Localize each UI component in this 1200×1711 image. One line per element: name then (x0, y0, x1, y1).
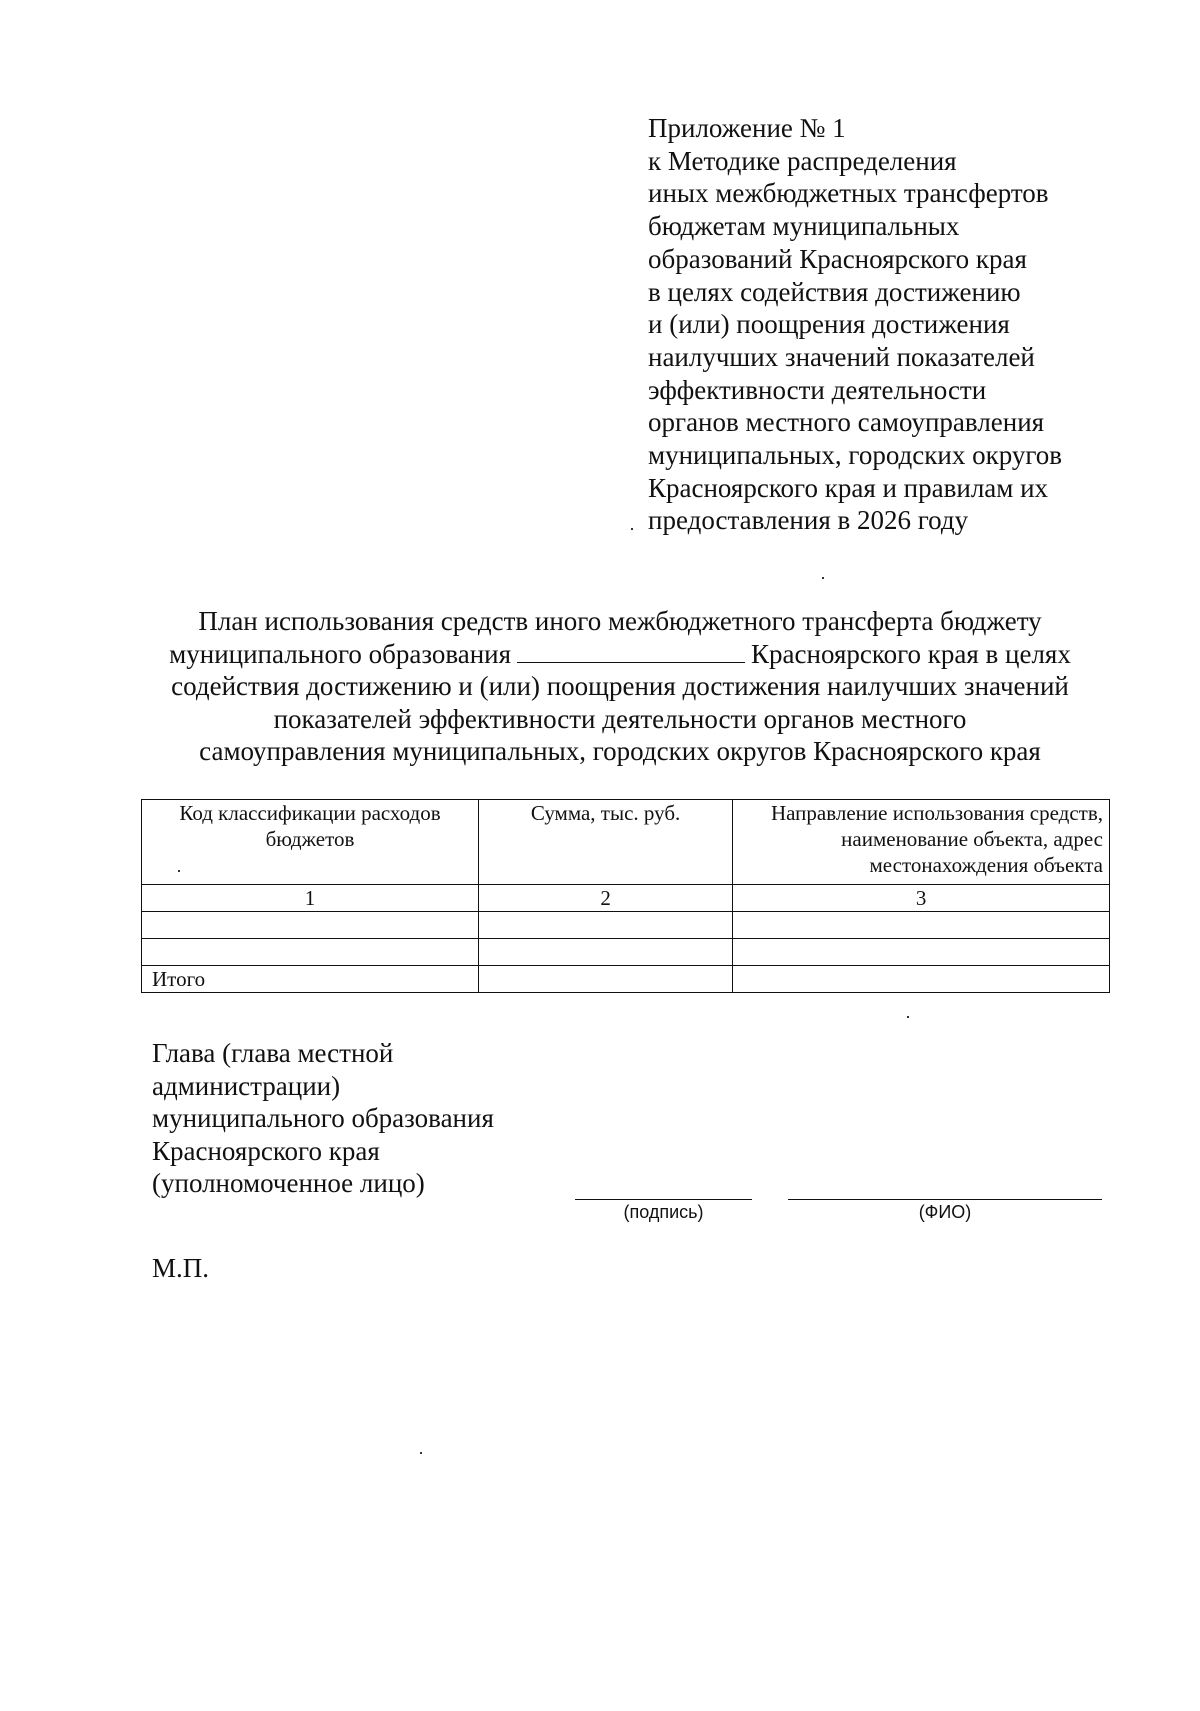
total-row (142, 966, 1110, 993)
scan-speck (631, 528, 633, 530)
signatory-line: Красноярского края (152, 1135, 380, 1166)
title-line: План использования средств иного межбюджетного трансферта бюджету (198, 606, 1042, 636)
annex-line: в целях содействия достижению (648, 276, 1021, 307)
annex-line: иных межбюджетных трансфертов (648, 178, 1049, 209)
signatory-line: Глава (глава местной (152, 1038, 394, 1068)
column-number-row (142, 885, 1110, 912)
column-number: 3 (733, 885, 1110, 912)
signature-line[interactable] (575, 1199, 752, 1200)
annex-line: муниципальных, городских округов (648, 440, 1063, 471)
annex-line: органов местного самоуправления (648, 407, 1045, 438)
annex-line: предоставления в 2026 году (648, 505, 969, 536)
annex-line: эффективности деятельности (648, 374, 987, 405)
scan-speck (420, 1452, 422, 1454)
annex-line: Красноярского края и правилам их (648, 472, 1049, 503)
signatory-line: муниципального образования (152, 1103, 494, 1134)
title-text: Красноярского края в целях (751, 638, 1071, 669)
total-label: Итого (142, 966, 479, 993)
table-row (142, 939, 1110, 966)
full-name-caption: (ФИО) (918, 1202, 972, 1222)
plan-table (141, 799, 1110, 993)
header-purpose: Направление использования средств, наименование объекта, адрес местонахождения объекта (733, 800, 1110, 885)
empty-cell[interactable] (142, 912, 479, 939)
document-title (120, 605, 1120, 768)
annex-line: Приложение № 1 (648, 113, 846, 143)
scan-speck (822, 577, 824, 579)
empty-cell[interactable] (479, 912, 733, 939)
annex-line: образований Красноярского края (648, 243, 1027, 274)
title-line: самоуправления муниципальных, городских округов Красноярского края (199, 736, 1041, 766)
table-header-row (142, 800, 1110, 885)
title-line-with-blank (120, 638, 1120, 671)
title-text: муниципального образования (169, 638, 512, 669)
signatory-line: администрации) (152, 1070, 341, 1101)
empty-cell[interactable] (142, 939, 479, 966)
empty-cell[interactable] (733, 912, 1110, 939)
scan-speck (907, 1016, 909, 1018)
header-budget-code: Код классификации расходов бюджетов (142, 800, 479, 885)
header-amount: Сумма, тыс. руб. (479, 800, 733, 885)
column-number: 1 (142, 885, 479, 912)
annex-line: наилучших значений показателей (648, 341, 1035, 372)
total-purpose-cell[interactable] (733, 966, 1110, 993)
full-name-line[interactable] (788, 1199, 1102, 1200)
stamp-place: М.П. (152, 1253, 210, 1283)
table-row (142, 912, 1110, 939)
signature-caption: (подпись) (623, 1202, 704, 1222)
title-line: показателей эффективности деятельности органов местного (273, 703, 967, 734)
annex-line: бюджетам муниципальных (648, 211, 960, 242)
total-amount-cell[interactable] (479, 966, 733, 993)
municipality-blank-field[interactable] (517, 638, 745, 663)
annex-line: и (или) поощрения достижения (648, 309, 1010, 340)
column-number: 2 (479, 885, 733, 912)
title-line: содействия достижению и (или) поощрения достижения наилучших значений (171, 671, 1069, 701)
annex-header (648, 112, 1118, 537)
scan-speck (178, 870, 180, 872)
empty-cell[interactable] (733, 939, 1110, 966)
annex-line: к Методике распределения (648, 145, 957, 176)
signatory-line: (уполномоченное лицо) (152, 1168, 425, 1199)
empty-cell[interactable] (479, 939, 733, 966)
signatory-block (152, 1037, 494, 1200)
